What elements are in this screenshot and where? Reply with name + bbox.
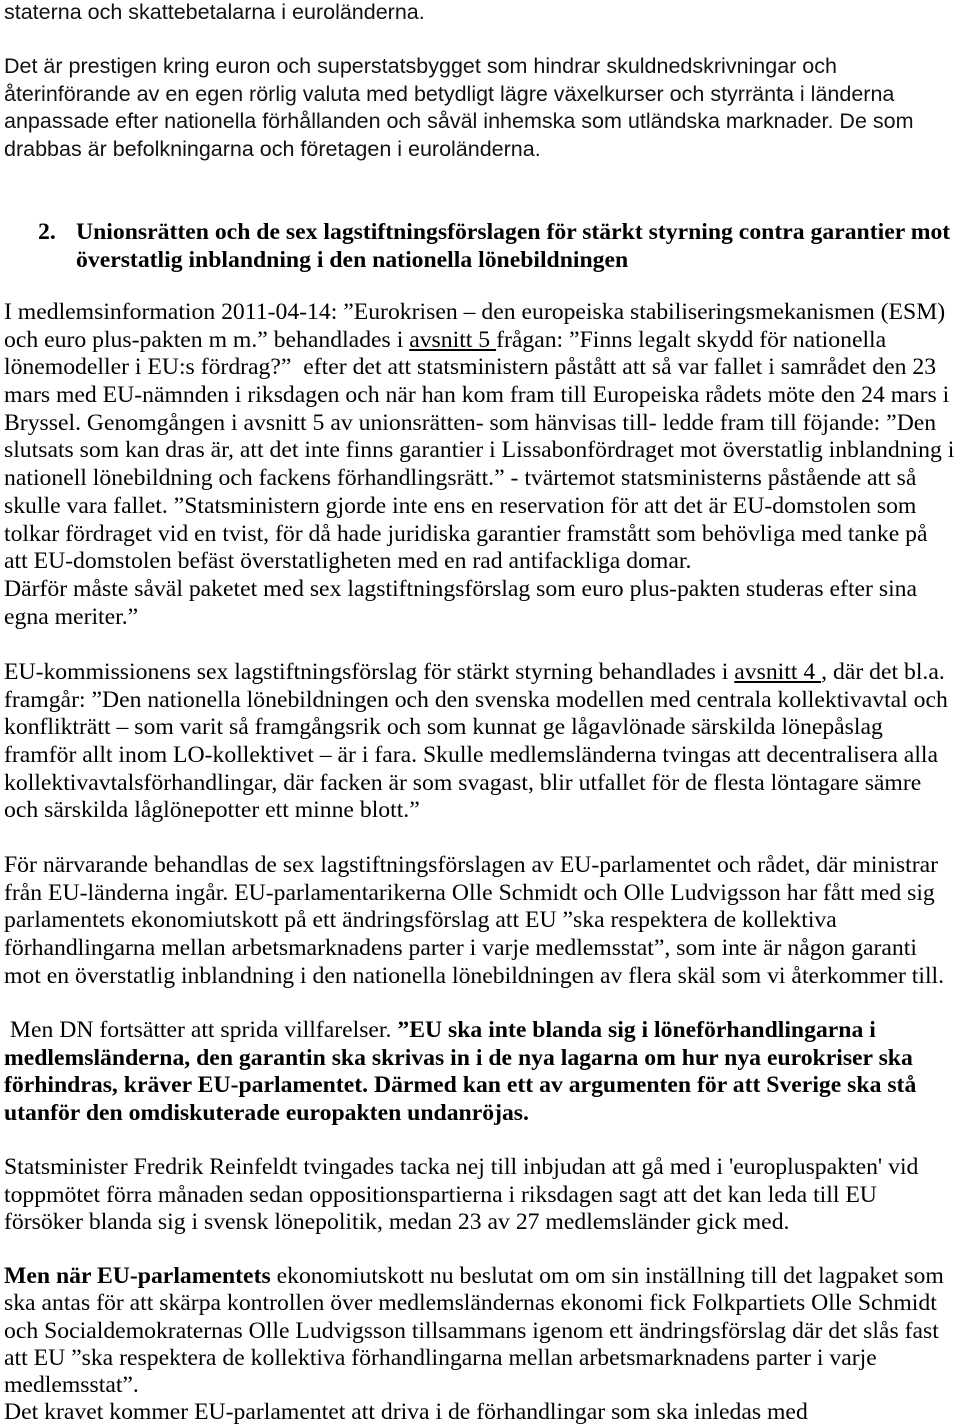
text-line: och särskilda låglönepotter ett minne blott.”: [4, 797, 420, 824]
kommissionen-paragraph: [4, 659, 960, 825]
medlemsinformation-paragraph: [4, 299, 960, 631]
text-line: anpassade efter nationella förhållanden och såväl inhemska som utländska marknader. De som: [4, 109, 914, 134]
bold-text-line: utanför den omdiskuterade europakten undanröjas.: [4, 1100, 529, 1127]
dn-paragraph: [4, 1017, 960, 1128]
text-line: tolkar fördraget vid en tvist, för då hade juridiska garantier framstått som behövliga med tanke på: [4, 520, 928, 547]
avsnitt-5-link[interactable]: avsnitt 5: [409, 326, 497, 353]
text-line: försöker blanda sig i svensk lönepolitik, medan 23 av 27 medlemsländer gick med.: [4, 1209, 790, 1236]
parlamentet-paragraph: [4, 1263, 960, 1427]
text-line: skulle vara fallet. ”Statsministern gjorde inte ens en reservation för att det är EU-domstolen som: [4, 492, 917, 519]
heading-line: Unionsrätten och de sex lagstiftningsförslagen för stärkt styrning contra garantier mot: [76, 219, 951, 245]
text-line: att EU-domstolen befäst överstatligheten med en rad antifackliga domar.: [4, 548, 692, 575]
bold-text: ”EU ska inte blanda sig i löneförhandlingarna i: [397, 1017, 876, 1043]
avsnitt-4-link[interactable]: avsnitt 4: [734, 659, 822, 685]
text-line: konflikträtt – som varit så framgångsrik och som kunnat ge lågavlönade särskilda lönepåslag: [4, 714, 883, 741]
text-line: Det kravet kommer EU-parlamentet att driva i de förhandlingar som ska inledas med: [4, 1399, 808, 1426]
text-line: att EU ”ska respektera de kollektiva förhandlingarna mellan arbetsmarknadens parter i varje: [4, 1344, 877, 1371]
text-line: från EU-länderna ingår. EU-parlamentarikerna Olle Schmidt och Olle Ludvigsson har fått med sig: [4, 879, 935, 906]
text-line: mot en överstatlig inblandning i den nationella lönebildningen av flera skäl som vi återkommer till.: [4, 962, 945, 989]
text-line: och Socialdemokraternas Olle Ludvigsson tillsammans igenom ett ändringsförslag där det slås fast: [4, 1317, 939, 1344]
intro-tail-paragraph: [4, 0, 960, 24]
text-line: drabbas är befolkningarna och företagen i euroländerna.: [4, 137, 541, 162]
text-line: framgår: ”Den nationella lönebildningen och den svenska modellen med centrala kollektivavtal och: [4, 686, 948, 713]
reinfeldt-paragraph: [4, 1154, 960, 1237]
text-line: Bryssel. Genomgången i avsnitt 5 av unionsrätten- som hänvisas till- ledde fram till föjande: ”Den: [4, 409, 937, 436]
text-line: medlemsstat”.: [4, 1372, 139, 1399]
text-line: [4, 327, 960, 355]
prestige-paragraph: [4, 53, 960, 164]
text-line: ska antas för att skärpa kontrollen över medlemsländernas ekonomi fick Folkpartiets Olle Schmidt: [4, 1290, 937, 1317]
text-line: slutsats som kan dras är, att det inte finns garantier i Lissabonfördraget mot överstatlig inblandning i: [4, 437, 955, 464]
text-line: parlamentets ekonomiutskott på ett ändringsförslag att EU ”ska respektera de kollektiva: [4, 907, 837, 934]
text-line: återinförande av en egen rörlig valuta med betydligt lägre växelkurser och styrränta i länderna: [4, 81, 895, 106]
text-line: toppmötet förra månaden sedan oppositionspartierna i riksdagen sagt att det kan leda till EU: [4, 1181, 877, 1208]
text-line: kollektivavtalsförhandlingar, där facken är som svagast, blir utfallet för de flesta löntagare sämre: [4, 769, 922, 796]
section-heading-text: [76, 219, 960, 274]
bold-text-line: medlemsländerna, den garantin ska skrivas in i de nya lagarna om hur nya eurokriser ska: [4, 1044, 913, 1071]
text-line: [4, 659, 960, 687]
text-line: [4, 1263, 960, 1290]
narvarande-paragraph: [4, 852, 960, 990]
text-segment: frågan: ”Finns legalt skydd för nationella: [496, 326, 887, 353]
text-line: Därför måste såväl paketet med sex lagstiftningsförslag som euro plus-pakten studeras efter sina: [4, 575, 918, 602]
bold-text-line: förhindras, kräver EU-parlamentet. Därmed kan ett av argumenten för att Sverige ska stå: [4, 1072, 917, 1099]
text-line: förhandlingarna mellan arbetsmarknadens parter i varje medlemsstat”, som inte är någon garanti: [4, 935, 917, 962]
text-segment: ekonomiutskott nu beslutat om om sin inställning till det lagpaket som: [270, 1263, 944, 1289]
text-segment: , där det bl.a.: [821, 659, 945, 685]
heading-line: överstatlig inblandning i den nationella lönebildningen: [76, 246, 629, 273]
text-line: mars med EU-nämnden i riksdagen och när han kom fram till Europeiska rådets möte den 24 mars i: [4, 382, 950, 409]
text-line: lönemodeller i EU:s fördrag?” efter det att statsministern påstått att så var fallet i samrådet den 23: [4, 354, 937, 381]
text-line: Det är prestigen kring euron och superstatsbygget som hindrar skuldnedskrivningar och: [4, 54, 837, 78]
text-line: framför allt inom LO-kollektivet – är i fara. Skulle medlemsländerna tvingas att decentralisera alla: [4, 742, 938, 769]
text-segment: EU-kommissionens sex lagstiftningsförslag för stärkt styrning behandlades i: [4, 659, 735, 685]
text-line: I medlemsinformation 2011-04-14: ”Eurokrisen – den europeiska stabiliseringsmekanismen (ESM): [4, 299, 946, 325]
text-line: nationell lönebildning och fackens förhandlingsrätt.” - tvärtemot statsministerns påstående att så: [4, 465, 917, 492]
section-number: 2.: [38, 219, 56, 245]
text-line: [4, 1017, 960, 1045]
text-line: staterna och skattebetalarna i euroländerna.: [4, 0, 425, 24]
text-segment: Men DN fortsätter att sprida villfarelser.: [4, 1017, 398, 1043]
bold-text: Men när EU-parlamentets: [4, 1263, 271, 1289]
text-segment: och euro plus-pakten m m.” behandlades i: [4, 326, 410, 353]
text-line: egna meriter.”: [4, 603, 139, 630]
text-line: För närvarande behandlas de sex lagstiftningsförslagen av EU-parlamentet och rådet, där ministrar: [4, 852, 939, 878]
text-line: Statsminister Fredrik Reinfeldt tvingades tacka nej till inbjudan att gå med i 'europluspakten' vid: [4, 1154, 919, 1180]
